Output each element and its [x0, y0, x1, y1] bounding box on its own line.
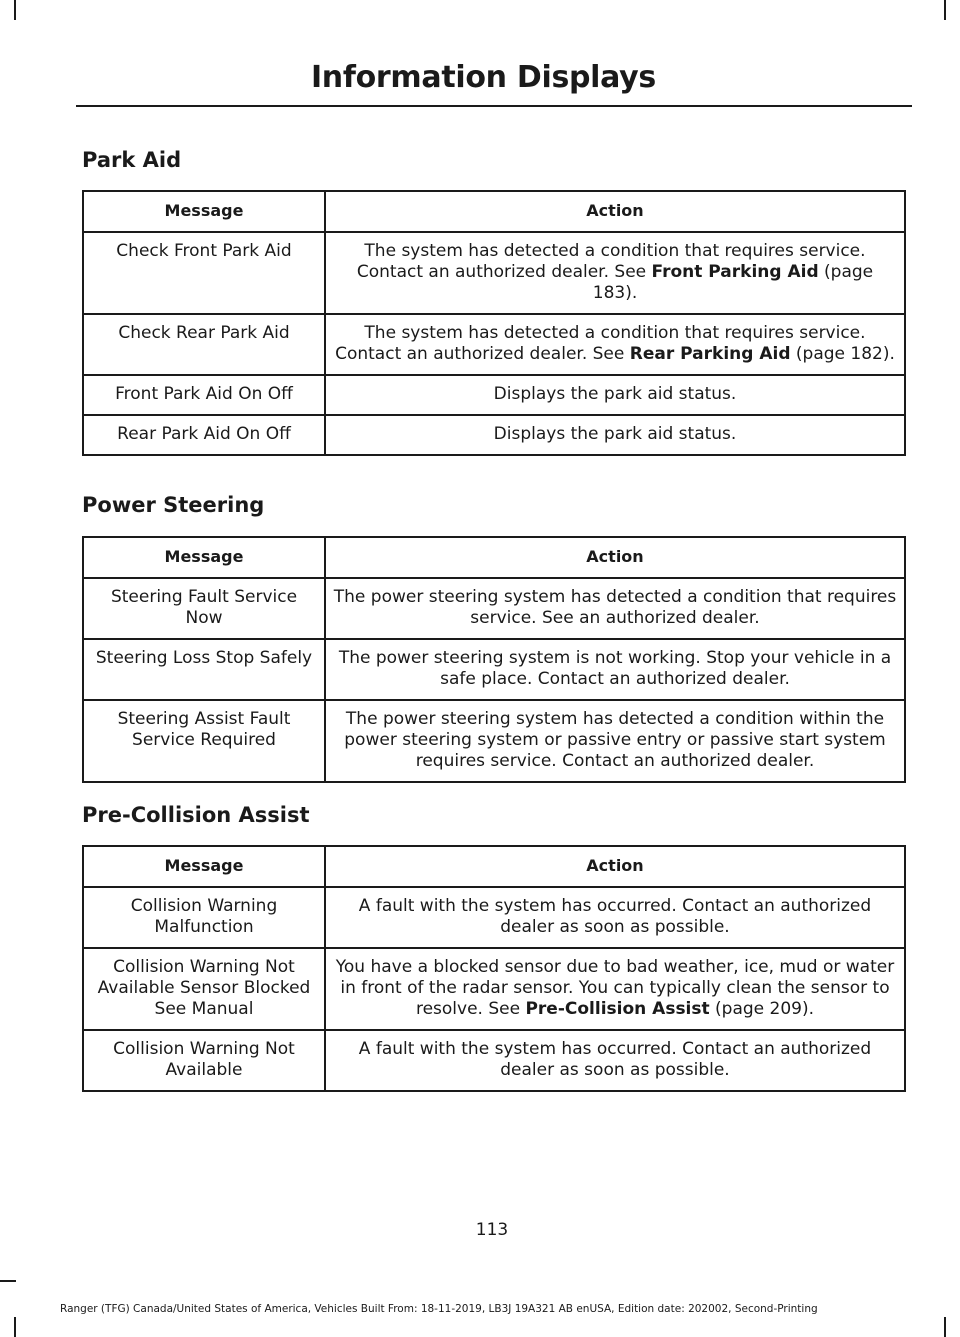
column-header-message: Message — [83, 846, 325, 887]
action-cell: The power steering system has detected a condition that requires service. See an authorized dealer. — [325, 578, 905, 639]
message-cell: Collision Warning Not Available Sensor Blocked See Manual — [83, 948, 325, 1030]
action-cell: Displays the park aid status. — [325, 375, 905, 415]
message-cell: Front Park Aid On Off — [83, 375, 325, 415]
action-cell: A fault with the system has occurred. Contact an authorized dealer as soon as possible. — [325, 1030, 905, 1091]
action-text: The system has detected a condition that requires service. Contact an authorized dealer. See — [356, 241, 866, 282]
pre-collision-assist-table — [82, 845, 906, 1092]
header-rule — [76, 105, 912, 107]
message-cell: Check Rear Park Aid — [83, 314, 325, 375]
crop-mark-bottom-left — [14, 1317, 16, 1337]
table-row — [83, 948, 905, 1030]
table-row — [83, 232, 905, 314]
action-cell — [325, 948, 905, 1030]
table-header-row — [83, 191, 905, 232]
cross-reference-link[interactable]: Front Parking Aid — [651, 262, 819, 282]
message-cell: Steering Loss Stop Safely — [83, 639, 325, 700]
page-number: 113 — [475, 1220, 509, 1240]
power-steering-table — [82, 536, 906, 783]
action-cell: Displays the park aid status. — [325, 415, 905, 455]
table-header-row — [83, 846, 905, 887]
message-cell: Steering Assist Fault Service Required — [83, 700, 325, 782]
table-row — [83, 1030, 905, 1091]
column-header-action: Action — [325, 846, 905, 887]
action-text: You have a blocked sensor due to bad weather, ice, mud or water in front of the radar sensor. You can typically clean the sensor to resolve. See — [335, 957, 895, 1019]
crop-mark-top-left — [14, 0, 16, 20]
table-row — [83, 314, 905, 375]
action-cell: A fault with the system has occurred. Contact an authorized dealer as soon as possible. — [325, 887, 905, 948]
table-header-row — [83, 537, 905, 578]
section-title-power-steering: Power Steering — [82, 493, 265, 517]
page-reference: (page 209). — [709, 999, 815, 1019]
park-aid-table — [82, 190, 906, 456]
column-header-action: Action — [325, 537, 905, 578]
footer-edition-info: Ranger (TFG) Canada/United States of America, Vehicles Built From: 18-11-2019, LB3J 19A321 AB enUSA, Edition date: 202002, Second-Printing — [60, 1303, 818, 1315]
column-header-action: Action — [325, 191, 905, 232]
cross-reference-link[interactable]: Pre-Collision Assist — [525, 999, 710, 1019]
table-row — [83, 887, 905, 948]
crop-mark-bottom-right — [944, 1317, 946, 1337]
message-cell: Steering Fault Service Now — [83, 578, 325, 639]
section-title-park-aid: Park Aid — [82, 148, 182, 172]
column-header-message: Message — [83, 191, 325, 232]
table-row — [83, 639, 905, 700]
action-cell — [325, 314, 905, 375]
table-row — [83, 375, 905, 415]
cross-reference-link[interactable]: Rear Parking Aid — [629, 344, 791, 364]
table-row — [83, 415, 905, 455]
message-cell: Collision Warning Not Available — [83, 1030, 325, 1091]
table-row — [83, 700, 905, 782]
crop-mark-bottom-left-h — [0, 1280, 16, 1282]
message-cell: Check Front Park Aid — [83, 232, 325, 314]
chapter-title: Information Displays — [310, 60, 656, 95]
action-cell — [325, 232, 905, 314]
page-reference: (page 182). — [790, 344, 895, 364]
section-title-pre-collision-assist: Pre-Collision Assist — [82, 803, 310, 827]
page-reference: (page 183). — [592, 262, 874, 303]
message-cell: Collision Warning Malfunction — [83, 887, 325, 948]
action-cell: The power steering system has detected a condition within the power steering system or passive entry or passive start system requires service. Contact an authorized dealer. — [325, 700, 905, 782]
action-cell: The power steering system is not working. Stop your vehicle in a safe place. Contact an authorized dealer. — [325, 639, 905, 700]
column-header-message: Message — [83, 537, 325, 578]
message-cell: Rear Park Aid On Off — [83, 415, 325, 455]
table-row — [83, 578, 905, 639]
crop-mark-top-right — [944, 0, 946, 20]
action-text: The system has detected a condition that requires service. Contact an authorized dealer. See — [335, 323, 866, 364]
